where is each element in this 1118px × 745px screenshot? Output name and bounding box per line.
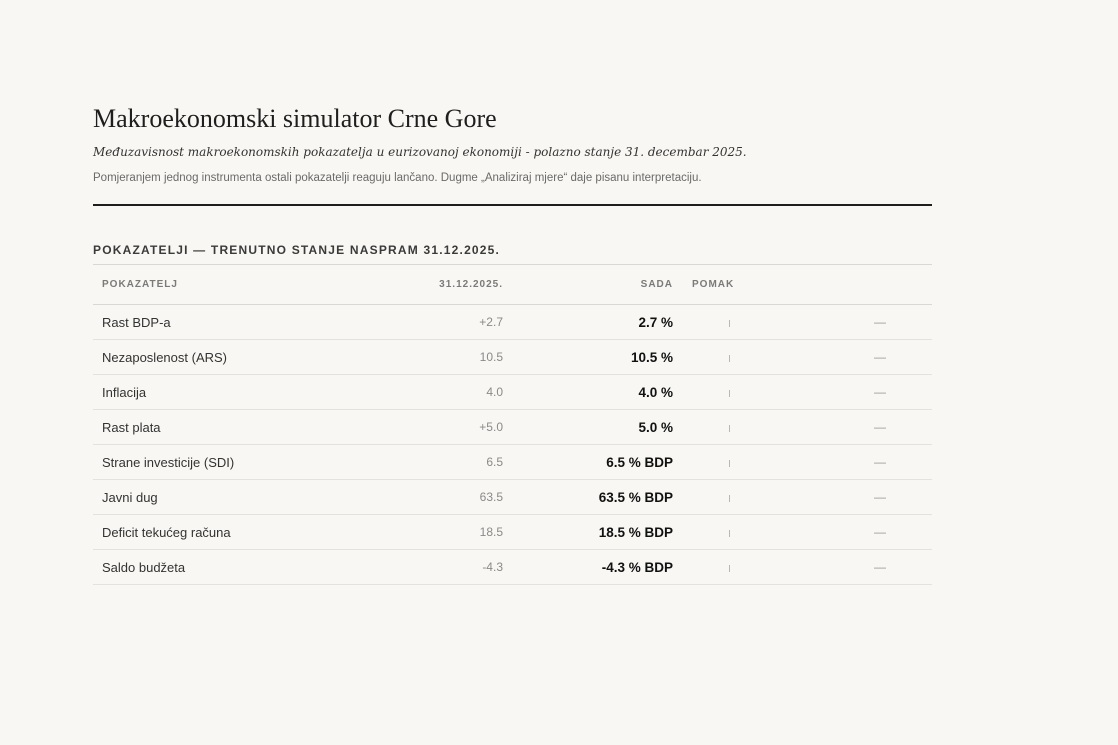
indicator-name: Rast BDP-a [93,305,422,340]
baseline-value: 6.5 [422,445,503,480]
current-value: 63.5 % BDP [503,480,673,515]
column-header-baseline: 31.12.2025. [422,265,503,305]
shift-marker [729,390,730,397]
shift-cell [673,480,822,515]
header-divider [93,204,932,206]
baseline-value: 18.5 [422,515,503,550]
indicator-name: Strane investicije (SDI) [93,445,422,480]
trend-indicator: — [822,375,932,410]
current-value: 5.0 % [503,410,673,445]
shift-marker [729,355,730,362]
table-row [93,550,932,585]
column-header-shift: POMAK [673,265,822,305]
page-description: Pomjeranjem jednog instrumenta ostali pokazatelji reaguju lančano. Dugme „Analiziraj mjere“ daje pisanu interpretaciju. [93,172,702,184]
indicator-name: Saldo budžeta [93,550,422,585]
table-row [93,515,932,550]
table-row [93,340,932,375]
column-header-trend [822,265,932,305]
baseline-value: 4.0 [422,375,503,410]
shift-marker [729,530,730,537]
shift-cell [673,340,822,375]
baseline-value: +5.0 [422,410,503,445]
indicator-name: Rast plata [93,410,422,445]
shift-cell [673,375,822,410]
current-value: 10.5 % [503,340,673,375]
shift-cell [673,550,822,585]
trend-indicator: — [822,445,932,480]
current-value: -4.3 % BDP [503,550,673,585]
shift-cell [673,445,822,480]
current-value: 4.0 % [503,375,673,410]
page-subtitle: Međuzavisnost makroekonomskih pokazatelja u eurizovanoj ekonomiji - polazno stanje 31. decembar 2025. [93,145,747,159]
indicator-name: Javni dug [93,480,422,515]
table-row [93,375,932,410]
trend-indicator: — [822,305,932,340]
current-value: 6.5 % BDP [503,445,673,480]
shift-marker [729,495,730,502]
shift-cell [673,305,822,340]
trend-indicator: — [822,550,932,585]
shift-marker [729,565,730,572]
table-row [93,445,932,480]
baseline-value: 10.5 [422,340,503,375]
trend-indicator: — [822,515,932,550]
baseline-value: -4.3 [422,550,503,585]
baseline-value: +2.7 [422,305,503,340]
shift-cell [673,410,822,445]
trend-indicator: — [822,340,932,375]
simulator-container [93,100,932,585]
indicator-name: Deficit tekućeg računa [93,515,422,550]
indicators-table [93,265,932,585]
table-row [93,480,932,515]
current-value: 2.7 % [503,305,673,340]
trend-indicator: — [822,480,932,515]
column-header-indicator: POKAZATELJ [93,265,422,305]
shift-cell [673,515,822,550]
table-row [93,410,932,445]
table-header-row [93,265,932,305]
indicator-name: Nezaposlenost (ARS) [93,340,422,375]
shift-marker [729,460,730,467]
column-header-current: SADA [503,265,673,305]
shift-marker [729,425,730,432]
table-row [93,305,932,340]
current-value: 18.5 % BDP [503,515,673,550]
indicator-name: Inflacija [93,375,422,410]
baseline-value: 63.5 [422,480,503,515]
indicators-heading: POKAZATELJI — TRENUTNO STANJE NASPRAM 31.12.2025. [93,243,501,257]
trend-indicator: — [822,410,932,445]
page-title: Makroekonomski simulator Crne Gore [93,104,497,133]
shift-marker [729,320,730,327]
